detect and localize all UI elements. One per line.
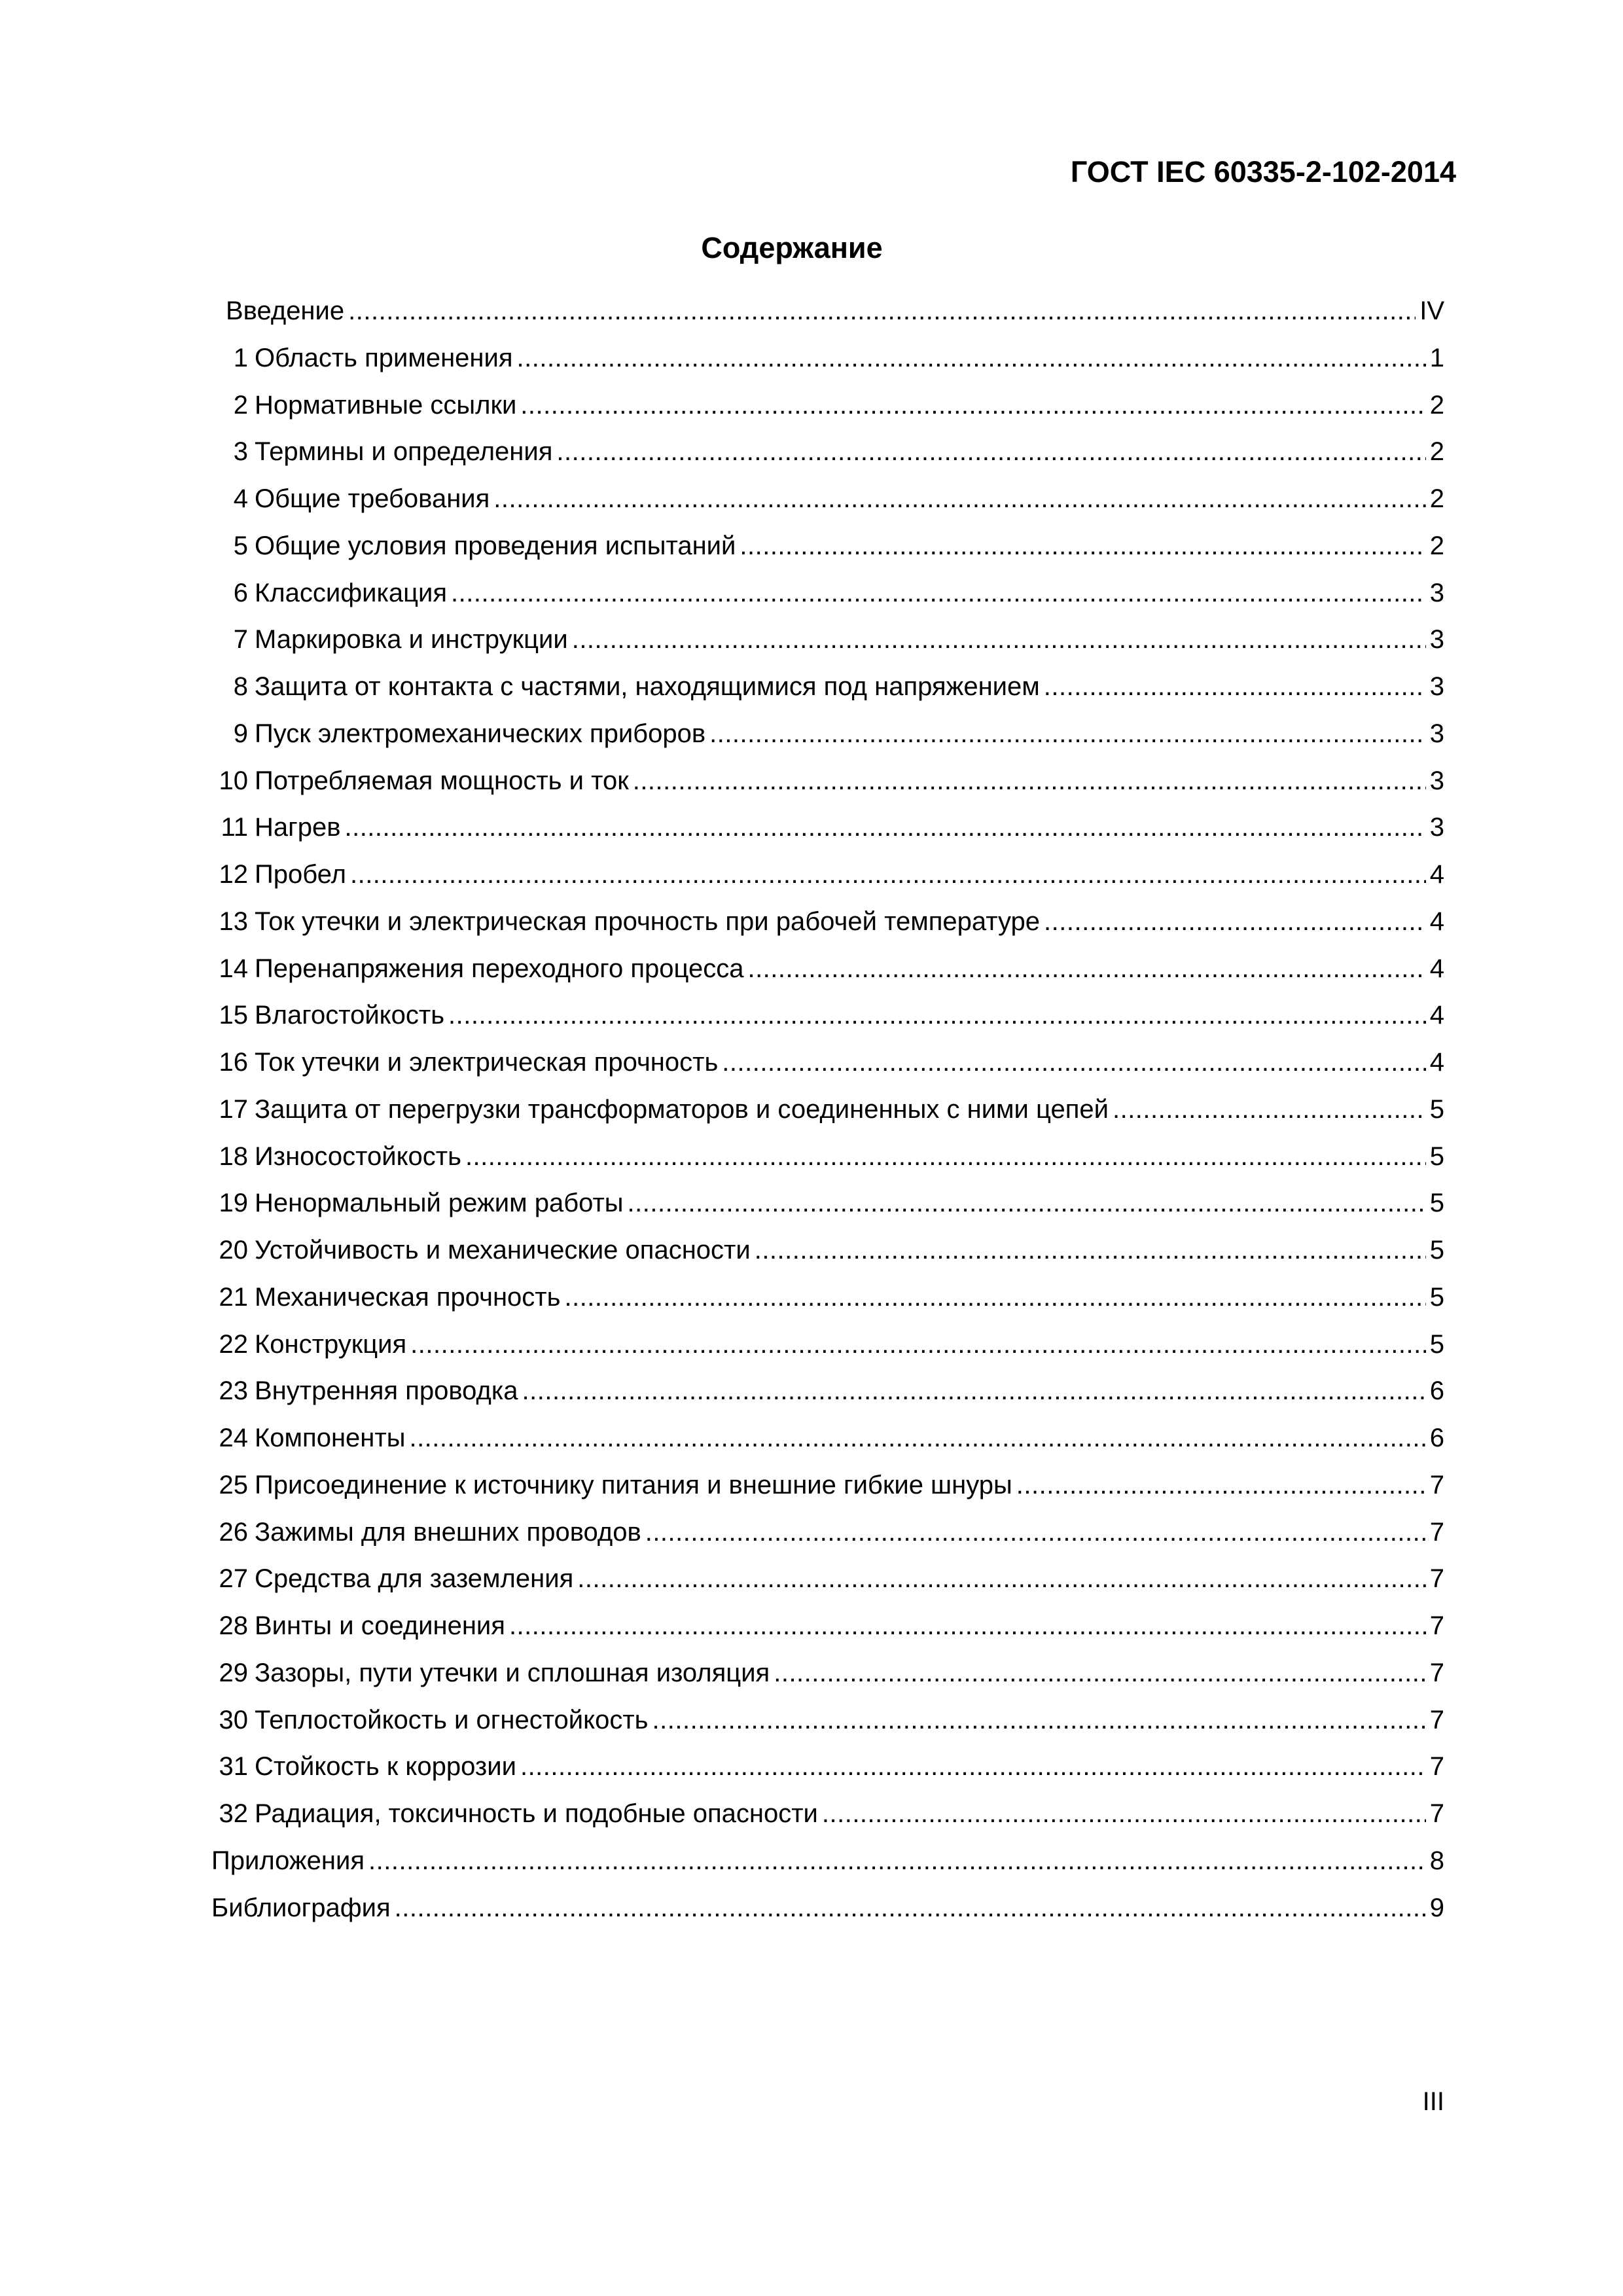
toc-entry-title-cell (211, 950, 1426, 987)
toc-dot-leader (451, 575, 1426, 611)
toc-entry-number: 17 (219, 1094, 248, 1124)
toc-entry-page: 5 (1429, 1329, 1444, 1359)
toc-dot-leader (493, 480, 1425, 517)
toc-entry[interactable] (211, 1044, 1444, 1091)
toc-entry-page: 8 (1429, 1846, 1444, 1875)
toc-entry-title-cell (211, 1514, 1426, 1551)
toc-entry-title-cell (211, 528, 1426, 564)
toc-entry-title-cell (211, 1748, 1426, 1785)
toc-entry-title-cell (211, 621, 1426, 658)
toc-dot-leader (410, 1326, 1426, 1363)
toc-entry-title: Перенапряжения переходного процесса (255, 954, 744, 983)
toc-entry-page: 3 (1429, 578, 1444, 607)
toc-entry-page: 2 (1429, 484, 1444, 513)
toc-entry-page: 3 (1429, 625, 1444, 655)
toc-entry-number: 27 (219, 1564, 248, 1594)
toc-dot-leader (1044, 668, 1426, 705)
toc-entry[interactable] (211, 575, 1444, 622)
toc-entry-title: Нагрев (255, 813, 341, 842)
toc-entry-title: Зажимы для внешних проводов (255, 1517, 641, 1547)
toc-entry-number: 16 (219, 1048, 248, 1077)
toc-entry-page: 5 (1429, 1236, 1444, 1265)
toc-entry[interactable] (211, 1560, 1444, 1607)
toc-entry-number: 30 (219, 1705, 248, 1734)
toc-entry-title: Общие условия проведения испытаний (255, 531, 736, 560)
toc-entry-page: 7 (1429, 1799, 1444, 1828)
toc-entry-page: 3 (1429, 766, 1444, 795)
toc-entry-page: 4 (1429, 906, 1444, 936)
toc-entry-page: 4 (1429, 1048, 1444, 1077)
toc-entry-page: 4 (1429, 1001, 1444, 1030)
toc-entry-title: Классификация (255, 578, 448, 607)
toc-entry-title-cell (211, 856, 1426, 893)
toc-entry-title-cell (211, 668, 1426, 705)
toc-dot-leader (709, 715, 1426, 752)
toc-entry-title: Внутренняя проводка (255, 1376, 518, 1406)
toc-dot-leader (633, 762, 1426, 799)
toc-dot-leader (645, 1514, 1426, 1551)
toc-entry-number: 2 (233, 390, 248, 420)
toc-dot-leader (368, 1842, 1426, 1879)
toc-entry[interactable] (211, 1420, 1444, 1467)
toc-entry-number: 3 (233, 437, 248, 467)
toc-entry-number: 7 (233, 625, 248, 655)
toc-entry-title-cell (211, 1044, 1426, 1081)
toc-entry-page: 7 (1429, 1658, 1444, 1687)
toc-dot-leader (822, 1795, 1426, 1832)
toc-entry[interactable] (211, 1467, 1444, 1514)
toc-title: Содержание (701, 231, 883, 264)
toc-entry-title-cell (211, 809, 1426, 846)
toc-dot-leader (577, 1560, 1426, 1597)
toc-entry[interactable] (211, 1748, 1444, 1795)
toc-entry[interactable] (211, 1279, 1444, 1326)
toc-entry-page: 4 (1429, 860, 1444, 889)
toc-entry-page: 5 (1429, 1094, 1444, 1124)
toc-dot-leader (409, 1420, 1425, 1456)
toc-dot-leader (448, 997, 1426, 1033)
toc-entry-title: Пробел (255, 860, 346, 889)
toc-entry-number: 28 (219, 1611, 248, 1640)
toc-entry-title-cell (211, 575, 1426, 611)
toc-entry-title: Стойкость к коррозии (255, 1752, 516, 1782)
toc-dot-leader (652, 1702, 1426, 1738)
toc-entry[interactable] (211, 715, 1444, 762)
toc-entry-number: 19 (219, 1189, 248, 1218)
toc-entry-page: 5 (1429, 1141, 1444, 1171)
toc-entry[interactable] (211, 433, 1444, 480)
toc-entry-number: 26 (219, 1517, 248, 1547)
toc-entry[interactable] (211, 340, 1444, 387)
toc-entry-title-cell (211, 1795, 1426, 1832)
toc-entry[interactable] (211, 1326, 1444, 1373)
toc-entry-number: 29 (219, 1658, 248, 1687)
toc-entry-title-cell (211, 997, 1426, 1033)
toc-entry-page: 7 (1429, 1611, 1444, 1640)
toc-dot-leader (755, 1232, 1426, 1268)
toc-entry-page: 3 (1429, 672, 1444, 701)
toc-entry-title: Потребляемая мощность и ток (255, 766, 629, 795)
toc-entry-title-cell (211, 1560, 1426, 1597)
toc-entry-title-cell (211, 1842, 1426, 1879)
toc-entry-title-cell (211, 1467, 1426, 1503)
toc-entry-page: 6 (1429, 1424, 1444, 1452)
toc-dot-leader (522, 1372, 1425, 1409)
toc-entry-number: 1 (233, 343, 248, 372)
toc-dot-leader (520, 1748, 1426, 1785)
toc-entry-page: 7 (1429, 1470, 1444, 1499)
toc-entry-title-cell (211, 340, 1426, 376)
toc-entry-title: Ток утечки и электрическая прочность (255, 1048, 719, 1077)
toc-entry-title-cell (211, 1185, 1426, 1221)
toc-entry-title: Введение (226, 296, 345, 325)
toc-entry-title-cell (211, 1091, 1426, 1128)
toc-entry-number: 15 (219, 1001, 248, 1030)
toc-entry-title-cell (211, 433, 1426, 470)
toc-entry[interactable] (211, 1372, 1444, 1420)
toc-entry[interactable] (211, 1232, 1444, 1279)
toc-entry[interactable] (211, 1655, 1444, 1702)
toc-entry-title-cell (211, 715, 1426, 752)
toc-entry-title: Ток утечки и электрическая прочность при рабочей температуре (255, 906, 1041, 936)
toc-entry-title-cell (211, 387, 1426, 423)
table-of-contents (211, 293, 1444, 1936)
toc-entry-number: 32 (219, 1799, 248, 1828)
toc-entry-number: 31 (219, 1752, 248, 1782)
toc-entry-number: 24 (219, 1424, 248, 1452)
toc-entry-title: Пуск электромеханических приборов (255, 719, 706, 748)
toc-entry-title-cell (226, 293, 1416, 329)
toc-entry-title-cell (211, 1607, 1426, 1644)
toc-entry[interactable] (211, 1514, 1444, 1561)
toc-entry-title-cell (211, 1279, 1426, 1316)
toc-entry-page: 7 (1429, 1564, 1444, 1594)
toc-entry-title-cell (211, 1890, 1426, 1926)
toc-entry-page: 5 (1429, 1282, 1444, 1312)
toc-entry[interactable] (211, 903, 1444, 950)
toc-entry[interactable] (211, 621, 1444, 668)
toc-dot-leader (722, 1044, 1425, 1081)
toc-entry-title: Ненормальный режим работы (255, 1189, 624, 1218)
toc-entry[interactable] (211, 762, 1444, 810)
toc-entry-title: Износостойкость (255, 1141, 461, 1171)
toc-entry-title: Устойчивость и механические опасности (255, 1236, 751, 1265)
toc-entry-title: Библиография (211, 1893, 391, 1922)
toc-entry-title: Область применения (255, 343, 513, 372)
toc-entry-title: Компоненты (255, 1424, 406, 1452)
toc-entry[interactable] (211, 480, 1444, 528)
toc-dot-leader (348, 293, 1416, 329)
toc-dot-leader (1113, 1091, 1426, 1128)
toc-entry-title: Общие требования (255, 484, 490, 513)
toc-entry[interactable] (211, 387, 1444, 434)
toc-entry[interactable] (211, 1795, 1444, 1842)
toc-entry[interactable] (211, 809, 1444, 856)
toc-entry[interactable] (211, 950, 1444, 997)
toc-entry-page: 1 (1429, 343, 1444, 372)
toc-entry-title-cell (211, 480, 1426, 517)
toc-entry-number: 10 (219, 766, 248, 795)
toc-entry-title: Радиация, токсичность и подобные опасности (255, 1799, 818, 1828)
toc-entry-title: Механическая прочность (255, 1282, 561, 1312)
toc-dot-leader (572, 621, 1426, 658)
toc-entry-title-cell (211, 1138, 1426, 1175)
toc-entry-title: Защита от контакта с частями, находящимися под напряжением (255, 672, 1040, 701)
toc-entry-number: 18 (219, 1141, 248, 1171)
toc-entry[interactable] (211, 1702, 1444, 1749)
toc-entry-page: 4 (1429, 954, 1444, 983)
toc-entry-title: Конструкция (255, 1329, 407, 1359)
toc-entry-number: 6 (233, 578, 248, 607)
toc-entry-page: 2 (1429, 531, 1444, 560)
toc-entry[interactable] (211, 293, 1444, 340)
toc-dot-leader (520, 387, 1425, 423)
toc-dot-leader (774, 1655, 1426, 1691)
toc-entry-number: 25 (219, 1470, 248, 1499)
toc-entry-number: 12 (219, 860, 248, 889)
toc-entry-page: 5 (1429, 1189, 1444, 1218)
toc-entry-page: 9 (1429, 1893, 1444, 1922)
toc-entry-number: 9 (233, 719, 248, 748)
toc-entry[interactable] (211, 856, 1444, 903)
toc-entry[interactable] (211, 528, 1444, 575)
toc-dot-leader (564, 1279, 1425, 1316)
toc-entry-page: 2 (1429, 390, 1444, 420)
toc-entry-title: Зазоры, пути утечки и сплошная изоляция (255, 1658, 770, 1687)
toc-entry-title-cell (211, 762, 1426, 799)
toc-entry-page: 7 (1429, 1752, 1444, 1782)
toc-entry-title-cell (211, 1655, 1426, 1691)
toc-entry-title-cell (211, 903, 1426, 940)
toc-entry-page: 3 (1429, 719, 1444, 748)
toc-entry[interactable] (211, 1607, 1444, 1655)
toc-entry[interactable] (211, 1091, 1444, 1138)
toc-entry-page: IV (1419, 296, 1444, 325)
page-number: III (1422, 2087, 1444, 2116)
toc-entry-number: 20 (219, 1236, 248, 1265)
toc-entry-title: Маркировка и инструкции (255, 625, 568, 655)
toc-entry-title: Теплостойкость и огнестойкость (255, 1705, 649, 1734)
toc-entry-number: 11 (221, 813, 248, 842)
toc-dot-leader (509, 1607, 1426, 1644)
toc-entry-title: Защита от перегрузки трансформаторов и соединенных с ними цепей (255, 1094, 1109, 1124)
toc-entry-title: Нормативные ссылки (255, 390, 517, 420)
toc-entry-title: Присоединение к источнику питания и внешние гибкие шнуры (255, 1470, 1012, 1499)
toc-entry-number: 4 (233, 484, 248, 513)
toc-entry-title: Приложения (211, 1846, 365, 1875)
toc-entry-title: Влагостойкость (255, 1001, 445, 1030)
toc-entry[interactable] (211, 1138, 1444, 1185)
toc-dot-leader (350, 856, 1426, 893)
toc-entry-title: Винты и соединения (255, 1611, 505, 1640)
toc-entry[interactable] (211, 1185, 1444, 1232)
toc-entry[interactable] (211, 1842, 1444, 1890)
toc-dot-leader (556, 433, 1425, 470)
toc-entry-title-cell (211, 1420, 1426, 1456)
toc-dot-leader (747, 950, 1425, 987)
toc-entry[interactable] (211, 1890, 1444, 1937)
toc-entry-title: Термины и определения (255, 437, 553, 467)
toc-entry-page: 7 (1429, 1517, 1444, 1547)
toc-entry-number: 22 (219, 1329, 248, 1359)
toc-entry-title-cell (211, 1372, 1426, 1409)
toc-dot-leader (740, 528, 1425, 564)
toc-dot-leader (1016, 1467, 1426, 1503)
toc-dot-leader (344, 809, 1425, 846)
toc-dot-leader (465, 1138, 1426, 1175)
document-code-header: ГОСТ IEC 60335-2-102-2014 (1070, 155, 1456, 188)
toc-entry-title-cell (211, 1702, 1426, 1738)
toc-entry-title: Средства для заземления (255, 1564, 574, 1594)
toc-dot-leader (395, 1890, 1426, 1926)
toc-dot-leader (1044, 903, 1426, 940)
toc-entry-number: 21 (219, 1282, 248, 1312)
toc-dot-leader (628, 1185, 1426, 1221)
toc-entry[interactable] (211, 997, 1444, 1044)
toc-entry-number: 23 (219, 1376, 248, 1406)
toc-entry-number: 5 (233, 531, 248, 560)
toc-entry[interactable] (211, 668, 1444, 715)
toc-entry-page: 6 (1429, 1376, 1444, 1406)
toc-entry-number: 14 (219, 954, 248, 983)
toc-entry-page: 7 (1429, 1705, 1444, 1734)
toc-dot-leader (517, 340, 1426, 376)
toc-entry-number: 8 (233, 672, 248, 701)
toc-entry-title-cell (211, 1326, 1426, 1363)
toc-entry-page: 3 (1429, 813, 1444, 842)
toc-entry-page: 2 (1429, 437, 1444, 467)
toc-entry-number: 13 (219, 906, 248, 936)
toc-entry-title-cell (211, 1232, 1426, 1268)
